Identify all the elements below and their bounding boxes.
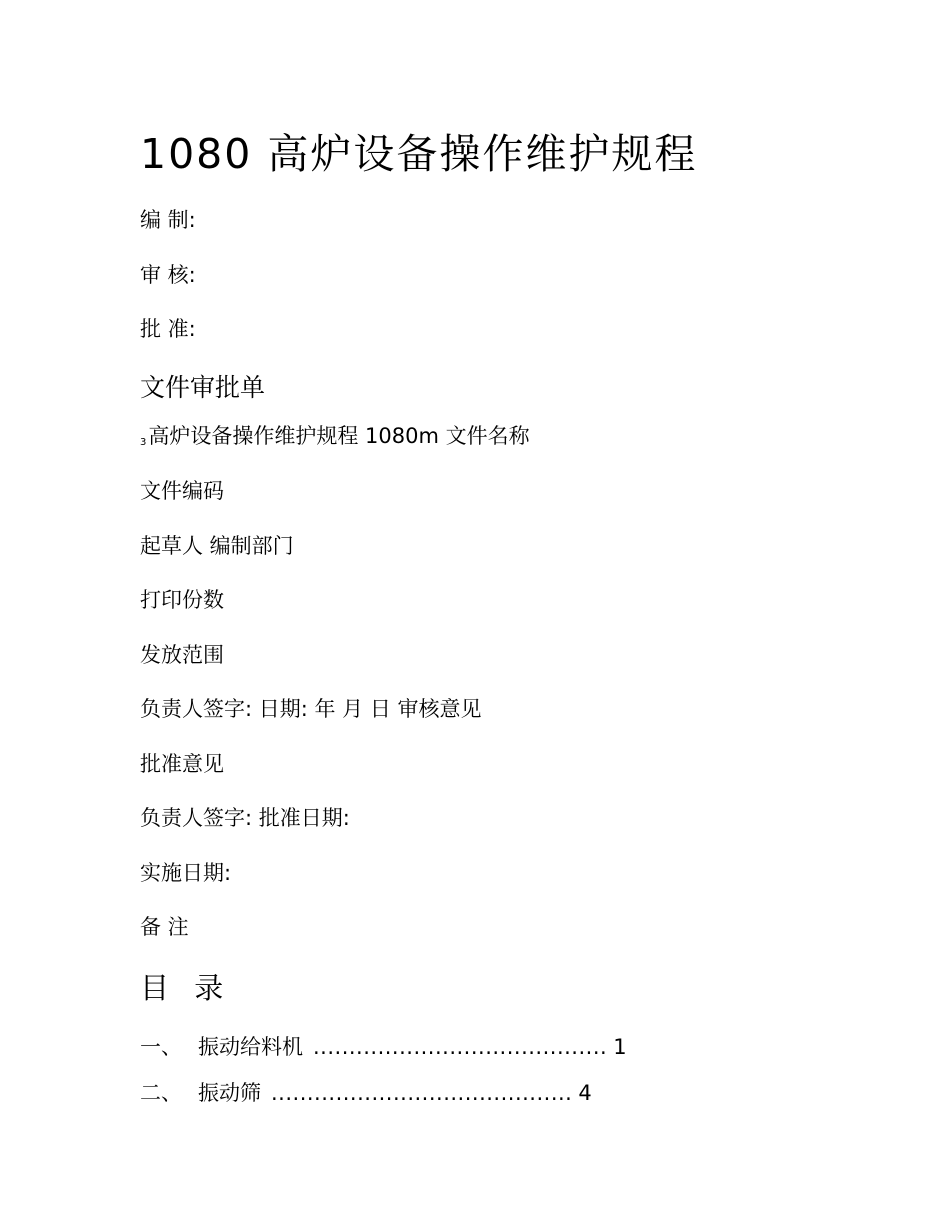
toc-entry-leader: ..........................................	[271, 1081, 573, 1105]
toc-entry-label: 振动给料机	[198, 1035, 303, 1059]
file-name-text: 高炉设备操作维护规程 1080m 文件名称	[148, 424, 530, 448]
effective-date-line: 实施日期:	[140, 861, 232, 885]
toc-entry-label: 振动筛	[198, 1081, 261, 1105]
print-copies-line: 打印份数	[140, 588, 224, 612]
toc-entry-leader: .........................................	[313, 1035, 608, 1059]
toc-entry-number: 一、	[140, 1035, 182, 1059]
signature-date-line: 负责人签字: 日期: 年 月 日 审核意见	[140, 697, 482, 721]
file-name-line	[140, 426, 530, 448]
remarks-line: 备 注	[140, 915, 189, 939]
toc-heading: 目 录	[140, 971, 232, 1005]
drafter-line: 起草人 编制部门	[140, 534, 294, 558]
superscript-mark: 3	[140, 437, 147, 448]
approval-opinion-line: 批准意见	[140, 752, 224, 776]
toc-entry-page: 1	[613, 1035, 627, 1059]
toc-entry[interactable]	[140, 1037, 627, 1058]
toc-entry-number: 二、	[140, 1081, 182, 1105]
distribution-line: 发放范围	[140, 643, 224, 667]
review-field: 审 核:	[140, 263, 196, 287]
toc-entry[interactable]	[140, 1083, 592, 1104]
document-title: 1080 高炉设备操作维护规程	[140, 130, 698, 178]
compile-field: 编 制:	[140, 208, 196, 232]
approval-date-line: 负责人签字: 批准日期:	[140, 806, 350, 830]
toc-entry-page: 4	[578, 1081, 592, 1105]
approve-field: 批 准:	[140, 317, 196, 341]
approval-heading: 文件审批单	[140, 373, 266, 402]
file-code-line: 文件编码	[140, 479, 224, 503]
